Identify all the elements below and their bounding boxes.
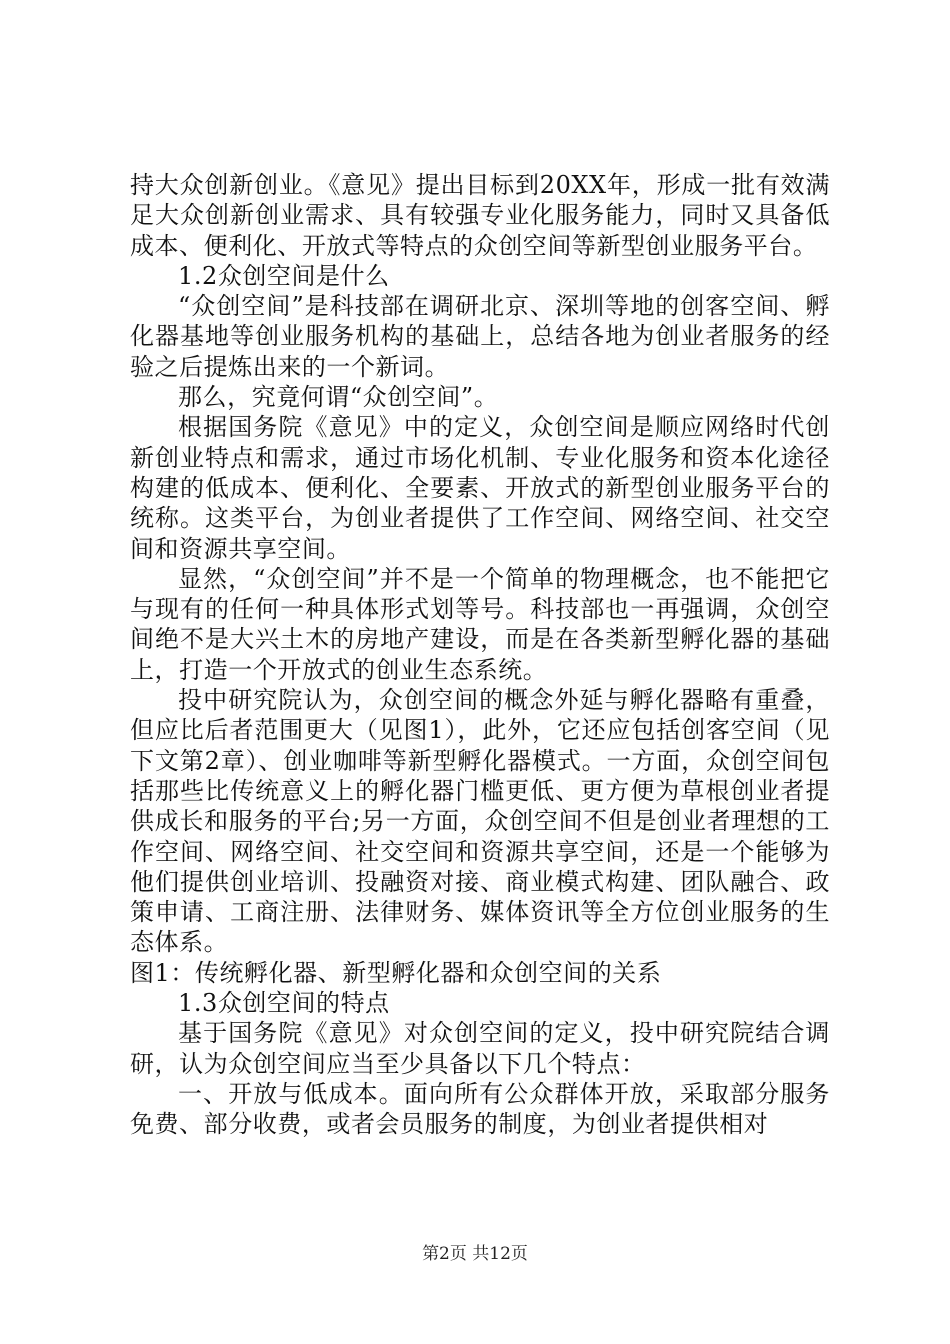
paragraph: 显然，“众创空间”并不是一个简单的物理概念，也不能把它与现有的任何一种具体形式划等号。科技部也一再强调，众创空间绝不是大兴土木的房地产建设，而是在各类新型孵化器的基础上，打造一个开放式的创业生态系统。	[130, 564, 830, 684]
paragraph: 一、开放与低成本。面向所有公众群体开放，采取部分服务免费、部分收费，或者会员服务的制度，为创业者提供相对	[130, 1079, 830, 1139]
section-heading-1-3: 1.3众创空间的特点	[178, 989, 390, 1018]
paragraph: 那么，究竟何谓“众创空间”。	[178, 383, 499, 412]
paragraph: 投中研究院认为，众创空间的概念外延与孵化器略有重叠，但应比后者范围更大（见图1），此外，它还应包括创客空间（见下文第2章）、创业咖啡等新型孵化器模式。一方面，众创空间包括那些比传统意义上的孵化器门槛更低、更方便为草根创业者提供成长和服务的平台;另一方面，众创空间不但是创业者理想的工作空间、网络空间、社交空间和资源共享空间，还是一个能够为他们提供创业培训、投融资对接、商业模式构建、团队融合、政策申请、工商注册、法律财务、媒体资讯等全方位创业服务的生态体系。	[130, 686, 830, 957]
paragraph: “众创空间”是科技部在调研北京、深圳等地的创客空间、孵化器基地等创业服务机构的基础上，总结各地为创业者服务的经验之后提炼出来的一个新词。	[130, 292, 830, 381]
document-body	[130, 170, 830, 1140]
paragraph: 基于国务院《意见》对众创空间的定义，投中研究院结合调研，认为众创空间应当至少具备以下几个特点：	[130, 1019, 830, 1078]
paragraph: 持大众创新创业。《意见》提出目标到20XX年，形成一批有效满足大众创新创业需求、具有较强专业化服务能力，同时又具备低成本、便利化、开放式等特点的众创空间等新型创业服务平台。	[130, 171, 830, 260]
page-number-footer: 第2页 共12页	[422, 1244, 528, 1264]
figure-caption: 图1：传统孵化器、新型孵化器和众创空间的关系	[130, 958, 662, 987]
paragraph: 根据国务院《意见》中的定义，众创空间是顺应网络时代创新创业特点和需求，通过市场化机制、专业化服务和资本化途径构建的低成本、便利化、全要素、开放式的新型创业服务平台的统称。这类平台，为创业者提供了工作空间、网络空间、社交空间和资源共享空间。	[130, 413, 830, 563]
section-heading-1-2: 1.2众创空间是什么	[178, 261, 390, 290]
